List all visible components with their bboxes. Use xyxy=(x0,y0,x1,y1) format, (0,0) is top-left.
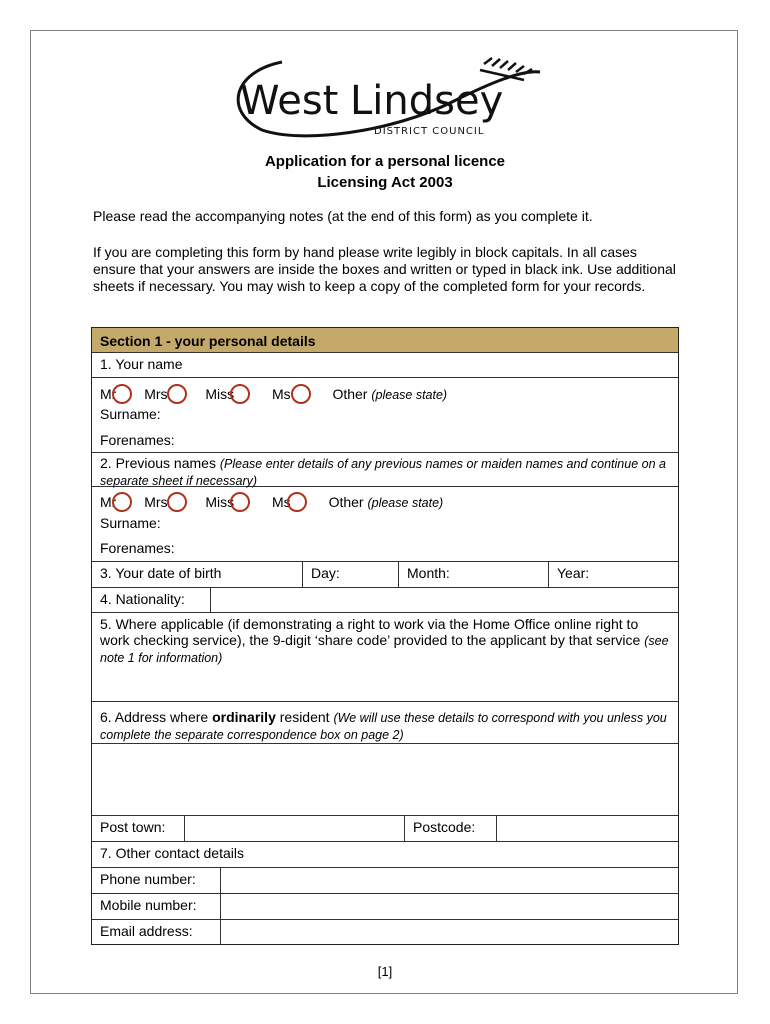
form-title: Application for a personal licence xyxy=(264,153,506,170)
title-mr-label: Mr xyxy=(100,386,117,402)
q7-mobile-row xyxy=(92,894,678,920)
title-mrs-label: Mrs xyxy=(144,386,168,402)
q7-email-label: Email address: xyxy=(100,923,193,939)
q4-row xyxy=(92,588,678,613)
q2-note: (Please enter details of any previous names or maiden names and continue on a separate sheet if necessary) xyxy=(100,457,666,488)
q1-name-block xyxy=(92,378,678,453)
prev-title-miss-radio[interactable] xyxy=(230,492,250,512)
q3-row xyxy=(92,562,678,588)
q5-row xyxy=(92,613,678,702)
q6-label-bold: ordinarily xyxy=(212,709,276,725)
q3-day-field[interactable]: Day: xyxy=(302,562,398,587)
q4-nationality-field[interactable] xyxy=(210,588,680,612)
form-subtitle: Licensing Act 2003 xyxy=(317,174,453,191)
q7-email-field[interactable] xyxy=(220,920,680,945)
title-mrs-radio[interactable] xyxy=(167,384,187,404)
title-other-note: (please state) xyxy=(371,388,448,402)
q5-label-cell xyxy=(92,613,678,701)
logo-subtitle: DISTRICT COUNCIL xyxy=(374,126,485,137)
q7-phone-field[interactable] xyxy=(220,868,680,893)
west-lindsey-logo xyxy=(222,52,552,140)
prev-title-mrs-radio[interactable] xyxy=(167,492,187,512)
q1-label: 1. Your name xyxy=(100,356,183,372)
q2-forenames-label: Forenames: xyxy=(100,540,175,556)
prev-title-miss-label: Miss xyxy=(205,494,235,510)
intro-paragraph-1: Please read the accompanying notes (at the end of this form) as you complete it. xyxy=(93,208,593,224)
logo-word-lindsey: Lindsey xyxy=(350,78,504,124)
intro-paragraph-2: If you are completing this form by hand please write legibly in block capitals. In all cases ensure that your answers are inside the boxes and written or typed in black ink. Use additional sheets if necessary. You may wish to keep a copy of the completed form for your records. xyxy=(93,244,676,294)
q5-note: (see note 1 for information) xyxy=(100,634,669,665)
q6-note: (We will use these details to correspond with you unless you complete the separate correspondence box on page 2) xyxy=(100,711,667,742)
q3-label: 3. Your date of birth xyxy=(100,565,222,581)
q1-surname-label: Surname: xyxy=(100,406,161,422)
q2-label-cell xyxy=(92,453,678,486)
q7-phone-label: Phone number: xyxy=(100,871,196,887)
page-number: [1] xyxy=(377,964,393,979)
q5-label: 5. Where applicable (if demonstrating a right to work via the Home Office online right to work checking service), the 9-digit ‘share code’ provided to the applicant by that service xyxy=(100,616,641,648)
title-ms-radio[interactable] xyxy=(291,384,311,404)
title-mr-radio[interactable] xyxy=(112,384,132,404)
q6-postcode-label: Postcode: xyxy=(404,816,496,841)
title-miss-label: Miss xyxy=(205,386,235,402)
q6-address-field[interactable] xyxy=(92,744,678,816)
title-other-label: Other xyxy=(332,386,368,402)
title-miss-radio[interactable] xyxy=(230,384,250,404)
q3-month-field[interactable]: Month: xyxy=(398,562,548,587)
q6-label-pre: 6. Address where xyxy=(100,709,213,725)
prev-title-other-label: Other xyxy=(328,494,364,510)
q7-phone-row xyxy=(92,868,678,894)
q1-row xyxy=(92,353,678,378)
q4-label: 4. Nationality: xyxy=(100,591,185,607)
q6-town-row xyxy=(92,816,678,842)
q7-email-row xyxy=(92,920,678,945)
q6-row xyxy=(92,702,678,744)
q7-row xyxy=(92,842,678,868)
title-ms-label: Ms xyxy=(272,386,291,402)
section-1-heading: Section 1 - your personal details xyxy=(92,328,678,353)
q6-label-cell xyxy=(92,702,678,743)
prev-title-ms-label: Ms xyxy=(272,494,291,510)
q7-label: 7. Other contact details xyxy=(100,845,244,861)
q6-post-town-field[interactable] xyxy=(184,816,404,841)
q2-label: 2. Previous names xyxy=(100,455,216,471)
q7-mobile-field[interactable] xyxy=(220,894,680,919)
q1-forenames-label: Forenames: xyxy=(100,432,175,448)
prev-title-ms-radio[interactable] xyxy=(287,492,307,512)
q2-name-block xyxy=(92,487,678,562)
q6-postcode-field[interactable] xyxy=(496,816,680,841)
prev-title-mrs-label: Mrs xyxy=(144,494,168,510)
q2-surname-label: Surname: xyxy=(100,515,161,531)
logo-word-west: West xyxy=(240,78,339,124)
prev-title-mr-label: Mr xyxy=(100,494,117,510)
q7-mobile-label: Mobile number: xyxy=(100,897,197,913)
section-1-table xyxy=(91,327,679,945)
q3-year-field[interactable]: Year: xyxy=(548,562,680,587)
q6-post-town-label: Post town: xyxy=(100,819,166,835)
prev-title-other-note: (please state) xyxy=(367,496,444,510)
prev-title-mr-radio[interactable] xyxy=(112,492,132,512)
q2-row xyxy=(92,453,678,487)
q6-label-post: resident xyxy=(275,709,334,725)
